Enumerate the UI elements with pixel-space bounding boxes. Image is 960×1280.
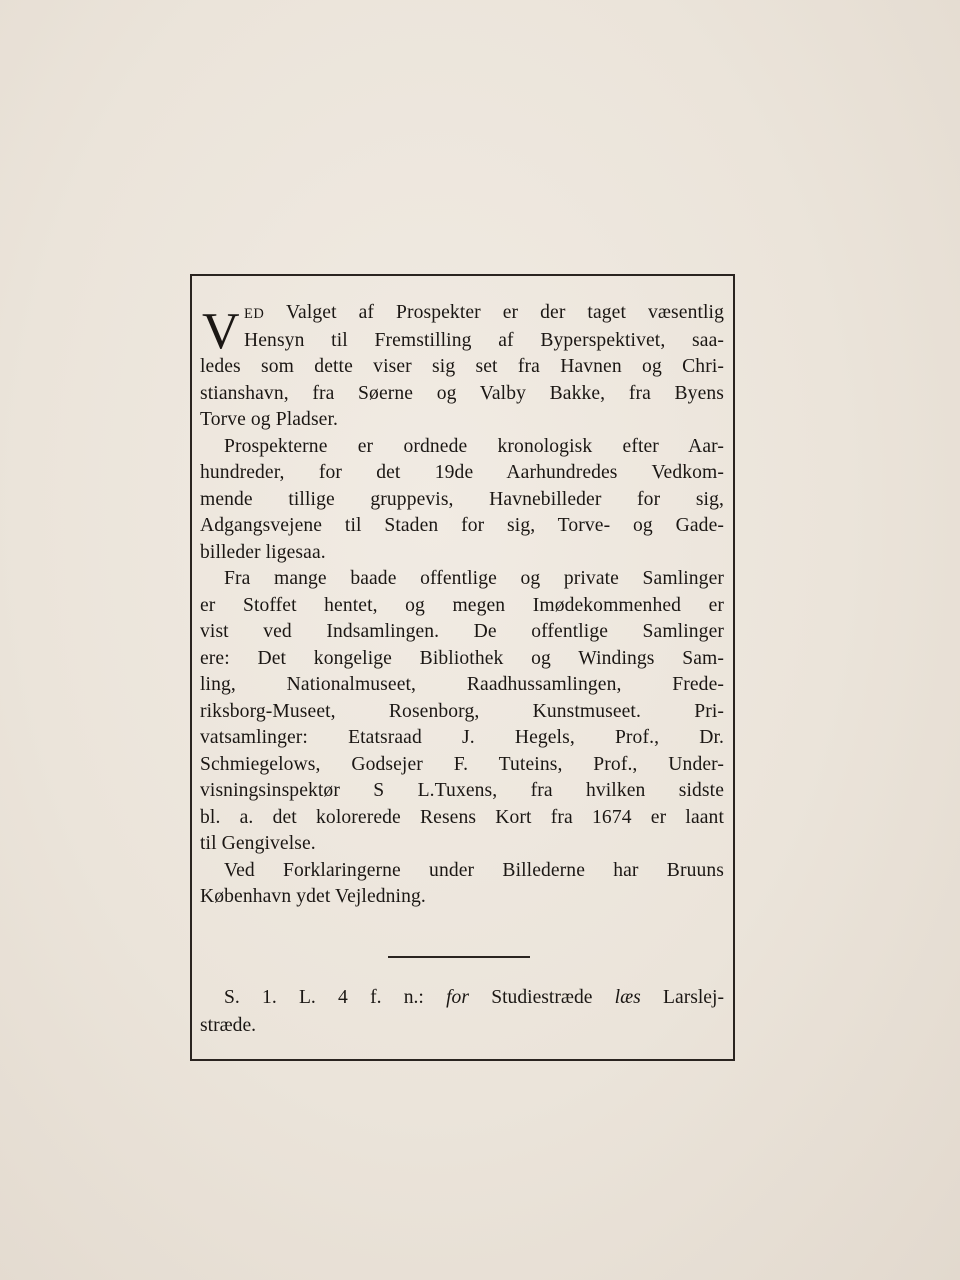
paragraph-chronology xyxy=(200,434,724,567)
drop-cap: V xyxy=(202,303,240,360)
text-line: ledes som dette viser sig set fra Havnen og Chri- xyxy=(200,356,724,377)
text-line: ling, Nationalmuseet, Raadhussamlingen, Frede- xyxy=(200,674,724,695)
text-line: billeder ligesaa. xyxy=(200,541,326,563)
text-line: bl. a. det kolorerede Resens Kort fra 1674 er laant xyxy=(200,806,724,828)
text-line: visningsinspektør S L.Tuxens, fra hvilken sidste xyxy=(200,780,724,801)
text-line: Adgangsvejene til Staden for sig, Torve- og Gade- xyxy=(200,515,724,536)
text-line: Schmiegelows, Godsejer F. Tuteins, Prof., Under- xyxy=(200,753,724,775)
text-line: stræde. xyxy=(200,1015,257,1036)
text-line: Hensyn til Fremstilling af Byperspektivet, saa- xyxy=(244,329,724,351)
text-line: vatsamlinger: Etatsraad J. Hegels, Prof., Dr. xyxy=(200,727,724,748)
text-line: hundreder, for det 19de Aarhundredes Vedkom- xyxy=(200,462,724,483)
text-line: stianshavn, fra Søerne og Valby Bakke, fra Byens xyxy=(200,382,724,404)
paragraph-selection-criteria xyxy=(200,300,724,434)
erratum-for: for xyxy=(446,987,469,1008)
text-line: Fra mange baade offentlige og private Samlinger xyxy=(224,568,724,589)
section-divider xyxy=(388,956,530,958)
erratum-reference: S. 1. L. 4 f. n.: xyxy=(224,987,424,1008)
text-line: København ydet Vejledning. xyxy=(200,886,426,907)
text-line xyxy=(200,984,724,1012)
text-line: er Stoffet hentet, og megen Imødekommenhed er xyxy=(200,594,724,616)
text-line: Prospekterne er ordnede kronologisk efter Aar- xyxy=(224,435,724,457)
text-line: ED Valget af Prospekter er der taget væsentlig xyxy=(244,302,724,323)
erratum-wrong-term: Studiestræde xyxy=(491,987,593,1008)
notice-text xyxy=(200,300,724,911)
erratum-note xyxy=(200,984,724,1040)
erratum-correct-term: Larslej- xyxy=(663,987,724,1008)
paragraph-acknowledgement xyxy=(200,858,724,911)
text-line: til Gengivelse. xyxy=(200,833,316,854)
small-caps-opening: ED xyxy=(244,306,265,322)
text-line: Torve og Pladser. xyxy=(200,409,339,430)
text-line: mende tillige gruppevis, Havnebilleder for sig, xyxy=(200,488,724,510)
erratum-read: læs xyxy=(614,987,641,1008)
paragraph-collections xyxy=(200,566,724,858)
text-line: riksborg-Museet, Rosenborg, Kunstmuseet. Pri- xyxy=(200,700,724,722)
text-line: vist ved Indsamlingen. De offentlige Samlinger xyxy=(200,621,724,642)
text-line: ere: Det kongelige Bibliothek og Windings Sam- xyxy=(200,647,724,669)
text-line: Ved Forklaringerne under Billederne har Bruuns xyxy=(224,859,724,881)
